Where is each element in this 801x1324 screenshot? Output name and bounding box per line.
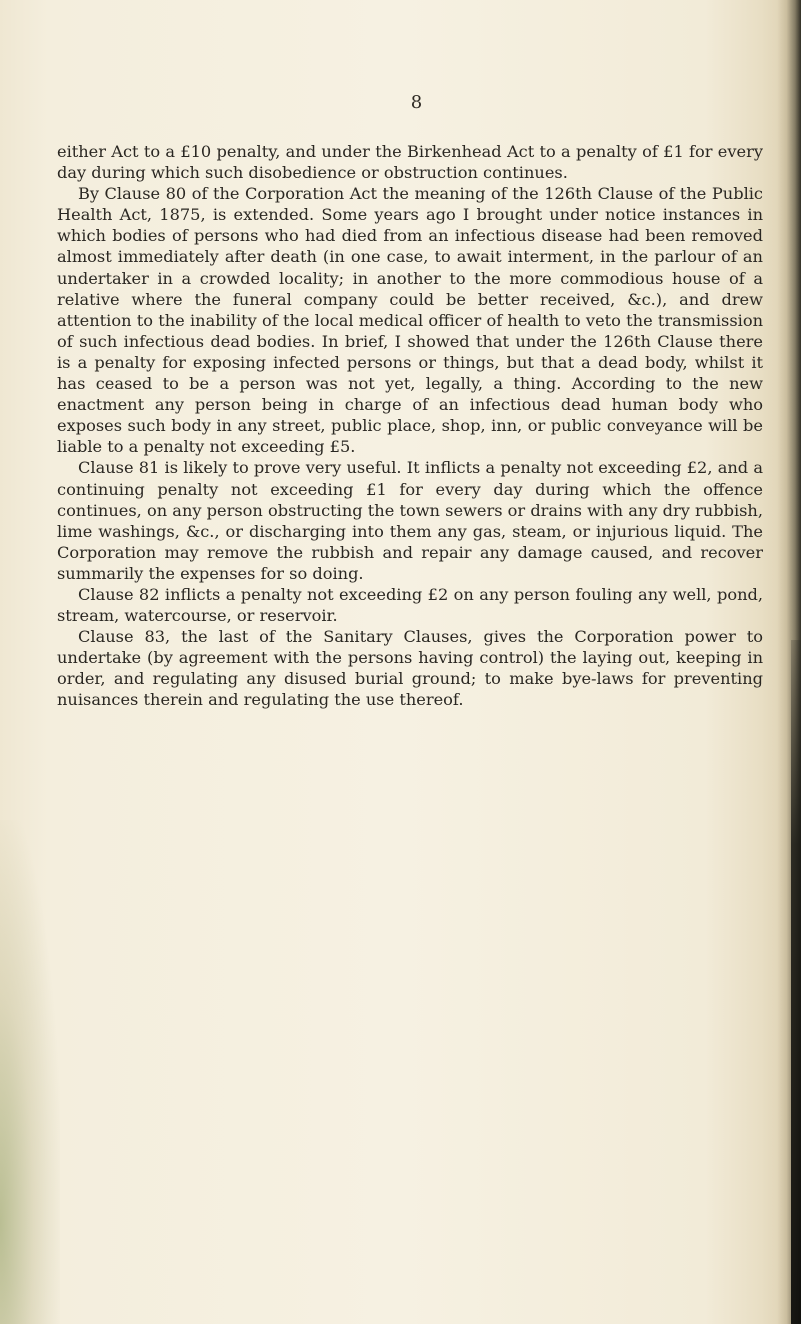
page-edge-dark — [791, 640, 801, 1324]
page-stain — [0, 820, 60, 1324]
page-number: 8 — [410, 92, 423, 113]
paragraph-1: either Act to a £10 penalty, and under the Birkenhead Act to a penalty of £1 for every day during which such disobedience or obstruction continues. — [57, 142, 763, 183]
paragraph-2: By Clause 80 of the Corporation Act the meaning of the 126th Clause of the Public Health Act, 1875, is extended. Some years ago I brought under notice instances in which bodies of persons who had died from an infectious disease had been removed almost immediately after death (in one case, to await interment, in the parlour of an undertaker in a crowded locality; in another to the more commodious house of a relative where the funeral company could be better received, &c.), and drew attention to the inability of the local medical officer of health to veto the transmission of such infectious dead bodies. In brief, I showed that under the 126th Clause there is a penalty for exposing infected persons or things, but that a dead body, whilst it has ceased to be a person was not yet, legally, a thing. According to the new enactment any person being in charge of an infectious dead human body who exposes such body in any street, public place, shop, inn, or public conveyance will be liable to a penalty not exceeding £5. — [57, 184, 763, 457]
paragraph-4: Clause 82 inflicts a penalty not exceeding £2 on any person fouling any well, pond, stream, watercourse, or reservoir. — [57, 584, 763, 626]
paragraph-3: Clause 81 is likely to prove very useful. It inflicts a penalty not exceeding £2, and a continuing penalty not exceeding £1 for every day during which the offence continues, on any person obstructing the town sewers or drains with any dry rubbish, lime washings, &c., or discharging into them any gas, steam, or injurious liquid. The Corporation may remove the rubbish and repair any damage caused, and recover summarily the expenses for so doing. — [57, 458, 763, 583]
body-text — [57, 141, 763, 711]
paragraph-5: Clause 83, the last of the Sanitary Clauses, gives the Corporation power to undertake (by agreement with the persons having control) the laying out, keeping in order, and regulating any disused burial ground; to make bye-laws for preventing nuisances therein and regulating the use thereof. — [57, 627, 763, 710]
